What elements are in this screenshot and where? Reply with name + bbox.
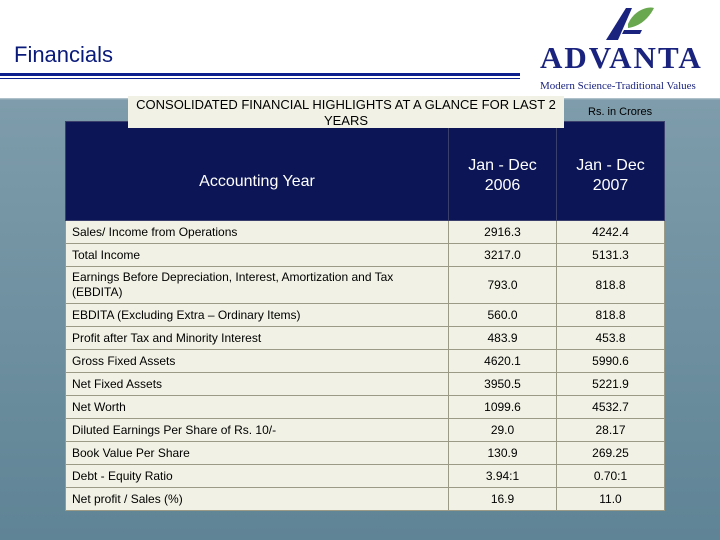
value-2006: 2916.3 <box>449 221 557 244</box>
table-row <box>66 244 665 267</box>
value-2007: 4532.7 <box>557 396 665 419</box>
logo-wordmark: ADVANTA <box>540 40 703 75</box>
row-label: Net Fixed Assets <box>66 373 449 396</box>
value-2007: 5221.9 <box>557 373 665 396</box>
table-row <box>66 442 665 465</box>
financial-highlights-table <box>65 121 665 511</box>
row-label: EBDITA (Excluding Extra – Ordinary Items) <box>66 304 449 327</box>
value-2006: 16.9 <box>449 488 557 511</box>
row-label: Total Income <box>66 244 449 267</box>
value-2007: 5131.3 <box>557 244 665 267</box>
table-row <box>66 488 665 511</box>
row-label: Profit after Tax and Minority Interest <box>66 327 449 350</box>
header-2006 <box>449 122 557 221</box>
table-row <box>66 267 665 304</box>
title-underline <box>0 73 520 76</box>
table-header-row <box>66 122 665 221</box>
table-row <box>66 396 665 419</box>
value-2006: 560.0 <box>449 304 557 327</box>
value-2007: 818.8 <box>557 267 665 304</box>
header-accounting-year: Accounting Year <box>66 122 449 221</box>
value-2007: 4242.4 <box>557 221 665 244</box>
value-2007: 5990.6 <box>557 350 665 373</box>
table-row <box>66 350 665 373</box>
value-2007: 269.25 <box>557 442 665 465</box>
header-2007-period: Jan - Dec <box>576 156 645 174</box>
units-note: Rs. in Crores <box>588 106 653 118</box>
value-2007: 818.8 <box>557 304 665 327</box>
header-2006-period: Jan - Dec <box>468 156 537 174</box>
advanta-logo <box>536 4 720 98</box>
value-2006: 1099.6 <box>449 396 557 419</box>
row-label: Net Worth <box>66 396 449 419</box>
value-2007: 453.8 <box>557 327 665 350</box>
value-2006: 3217.0 <box>449 244 557 267</box>
header-2007-year: 2007 <box>592 176 629 194</box>
value-2007: 11.0 <box>557 488 665 511</box>
table-row <box>66 373 665 396</box>
value-2006: 793.0 <box>449 267 557 304</box>
value-2006: 130.9 <box>449 442 557 465</box>
header-2006-year: 2006 <box>484 176 521 194</box>
value-2006: 4620.1 <box>449 350 557 373</box>
row-label: Diluted Earnings Per Share of Rs. 10/- <box>66 419 449 442</box>
table-row <box>66 419 665 442</box>
value-2006: 3.94:1 <box>449 465 557 488</box>
slide-title: Financials <box>14 42 114 67</box>
row-label: Debt - Equity Ratio <box>66 465 449 488</box>
row-label: Gross Fixed Assets <box>66 350 449 373</box>
row-label: Earnings Before Depreciation, Interest, Amortization and Tax (EBDITA) <box>66 267 449 304</box>
table-caption: CONSOLIDATED FINANCIAL HIGHLIGHTS AT A GLANCE FOR LAST 2 YEARS <box>128 96 564 128</box>
header-2007 <box>557 122 665 221</box>
table-row <box>66 221 665 244</box>
title-underline-thin <box>0 78 520 79</box>
row-label: Net profit / Sales (%) <box>66 488 449 511</box>
value-2006: 29.0 <box>449 419 557 442</box>
row-label: Sales/ Income from Operations <box>66 221 449 244</box>
value-2007: 0.70:1 <box>557 465 665 488</box>
row-label: Book Value Per Share <box>66 442 449 465</box>
logo-tagline: Modern Science-Traditional Values <box>540 80 696 92</box>
table-row <box>66 465 665 488</box>
value-2007: 28.17 <box>557 419 665 442</box>
value-2006: 3950.5 <box>449 373 557 396</box>
leaf-logo-icon <box>598 4 658 42</box>
table-row <box>66 327 665 350</box>
value-2006: 483.9 <box>449 327 557 350</box>
table-row <box>66 304 665 327</box>
